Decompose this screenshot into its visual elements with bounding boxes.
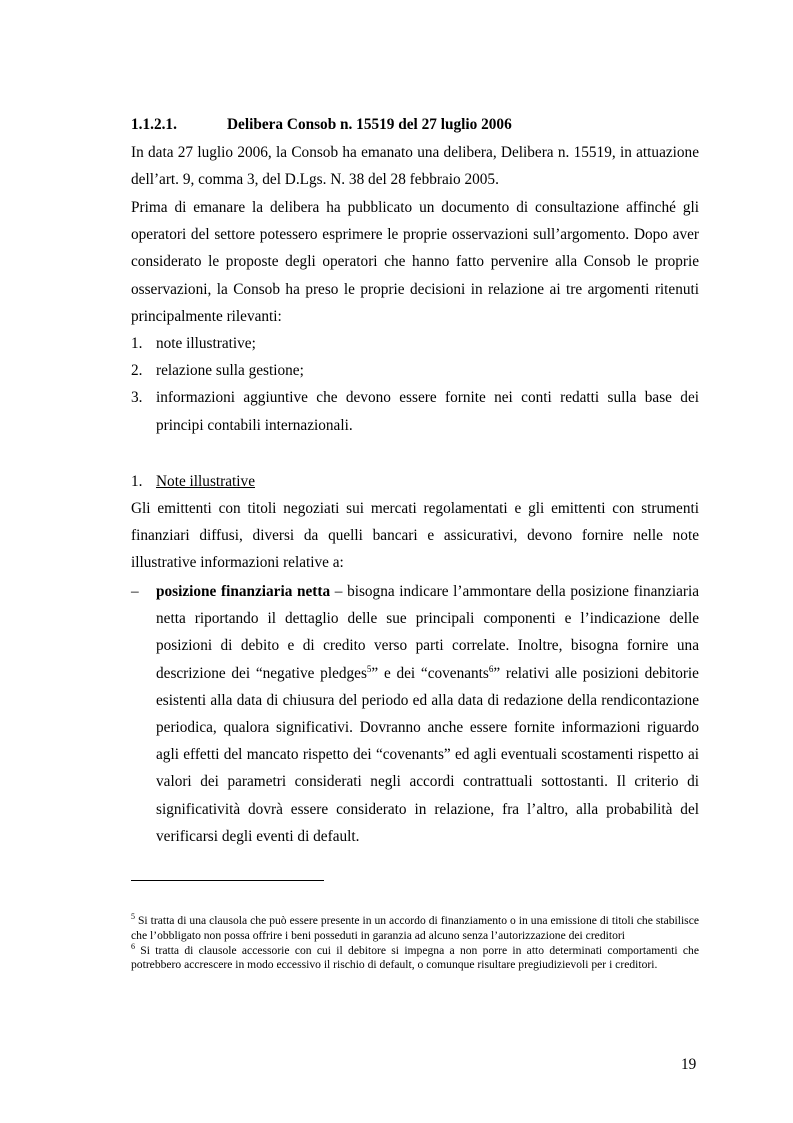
footnotes [131, 914, 699, 973]
item-text-part: ” relativi alle posizioni debitorie esistenti alla data di chiusura del periodo ed alla data di redazione della rendicontazione periodica, qualora significativi. Dovranno anche essere fornite informazioni riguardo agli effetti del mancato rispetto dei “covenants” ed agli eventuali scostamenti rispetto ai valori dei parametri considerati negli accordi contrattuali sottostanti. Il criterio di significatività dovrà essere considerato in relazione, fra l’altro, alla probabilità del verificarsi degli eventi di default. [156, 664, 699, 845]
footnote [131, 914, 699, 944]
footnote-number: 5 [131, 912, 135, 921]
list-item [131, 357, 699, 384]
page-number: 19 [681, 1056, 697, 1073]
list-marker: 2. [131, 362, 143, 380]
footnote-text: Si tratta di una clausola che può essere presente in un accordo di finanziamento o in una emissione di titoli che stabilisce che l’obbligato non possa offrire i beni posseduti in garanzia ad alcuno senza l’autorizzazione dei creditori [131, 914, 699, 942]
list-item-text: relazione sulla gestione; [156, 362, 304, 380]
footnote-ref-5[interactable]: 5 [366, 663, 372, 674]
list-marker: 3. [131, 389, 143, 407]
item-text-part: – bisogna indicare l’ammontare della posizione finanziaria netta riportando il dettaglio delle sue principali componenti e l’indicazione delle posizioni di debito e di credito verso parti correlate. Inoltre, bisogna fornire una descrizione dei “negative pledges [156, 583, 699, 682]
list-marker: 1. [131, 335, 143, 352]
list-item-text: informazioni aggiuntive che devono essere fornite nei conti redatti sulla base dei principi contabili internazionali. [156, 389, 699, 434]
list-item-text: note illustrative; [156, 335, 256, 352]
footnote-number: 6 [131, 941, 135, 951]
subsection-heading [131, 468, 255, 495]
paragraph-note-intro: Gli emittenti con titoli negoziati sui mercati regolamentati e gli emittenti con strumenti finanziari diffusi, diversi da quelli bancari e assicurativi, devono fornire nelle note illustrative informazioni relative a: [131, 500, 699, 572]
requirements-list [131, 578, 699, 850]
item-text-part: ” e dei “covenants [371, 664, 489, 682]
footnote-text: Si tratta di clausole accessorie con cui il debitore si impegna a non porre in atto determinati comportamenti che potrebbero accrescere in modo eccessivo il rischio di default, o comunque risultare pregiudizievoli per i creditori. [131, 943, 699, 972]
dash-marker: – [131, 583, 139, 600]
paragraph-intro: In data 27 luglio 2006, la Consob ha emanato una delibera, Delibera n. 15519, in attuazione dell’art. 9, comma 3, del D.Lgs. N. 38 del 28 febbraio 2005. [131, 144, 699, 189]
subsection-number: 1. [131, 473, 143, 490]
topics-list [131, 330, 699, 439]
list-item [131, 384, 699, 438]
section-title: Delibera Consob n. 15519 del 27 luglio 2006 [227, 116, 512, 133]
footnote [131, 941, 699, 974]
section-heading [131, 115, 701, 135]
paragraph-consultation: Prima di emanare la delibera ha pubblicato un documento di consultazione affinché gli operatori del settore potessero esprimere le proprie osservazioni sull’argomento. Dopo aver considerato le proposte degli operatori che hanno fatto pervenire alla Consob le proprie osservazioni, la Consob ha preso le proprie decisioni in relazione ai tre argomenti ritenuti principalmente rilevanti: [131, 199, 699, 325]
list-item [131, 330, 699, 357]
bold-term: posizione finanziaria netta [156, 583, 331, 600]
subsection-title: Note illustrative [156, 473, 255, 490]
footnote-ref-6[interactable]: 6 [488, 663, 494, 674]
footnote-divider [131, 880, 324, 881]
list-item [131, 578, 699, 850]
section-number: 1.1.2.1. [131, 116, 177, 133]
